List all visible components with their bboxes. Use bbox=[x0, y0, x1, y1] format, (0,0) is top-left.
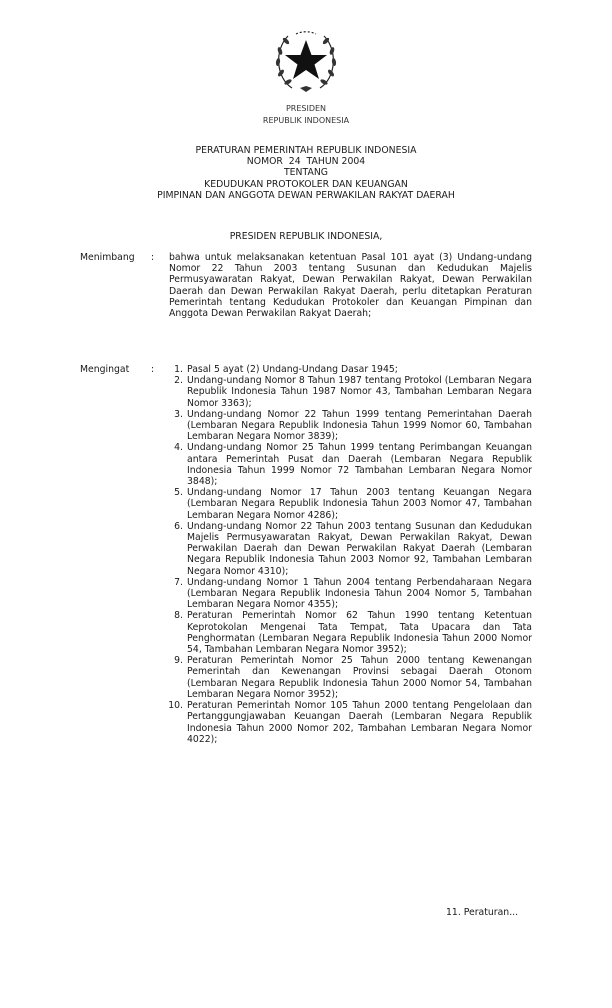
item-number: 8. bbox=[174, 610, 183, 622]
list-item bbox=[150, 577, 532, 611]
item-number: 7. bbox=[174, 576, 183, 588]
list-item bbox=[150, 655, 532, 700]
item-number: 3. bbox=[174, 408, 183, 420]
list-item bbox=[150, 521, 532, 577]
item-text: Undang-undang Nomor 8 Tahun 1987 tentang Protokol (Lembaran Negara Republik Indonesia Tahun 1987 Nomor 43, Tambahan Lembaran Negara Nomor 3363); bbox=[187, 375, 532, 409]
title-number: NOMOR 24 TAHUN 2004 bbox=[246, 156, 366, 168]
title-tentang: TENTANG bbox=[284, 167, 328, 179]
item-number: 1. bbox=[174, 364, 183, 375]
list-item bbox=[150, 487, 532, 521]
item-number: 6. bbox=[174, 520, 183, 532]
list-item bbox=[150, 375, 532, 409]
mengingat-colon: : bbox=[151, 364, 155, 375]
item-number: 5. bbox=[174, 487, 183, 499]
item-text: Pasal 5 ayat (2) Undang-Undang Dasar 1945; bbox=[187, 364, 398, 375]
menimbang-label: Menimbang bbox=[80, 252, 135, 263]
item-text: Peraturan Pemerintah Nomor 25 Tahun 2000 tentang Kewenangan Pemerintah dan Kewenangan Provinsi sebagai Daerah Otonom (Lembaran Negara Republik Indonesia Tahun 2000 Nomor 54, Tambahan Lembaran Negara Nomor 3952); bbox=[187, 655, 532, 700]
header-presiden: PRESIDEN bbox=[285, 104, 327, 113]
list-item bbox=[150, 700, 532, 745]
menimbang-colon: : bbox=[151, 252, 155, 263]
item-number: 4. bbox=[174, 442, 183, 454]
item-number: 9. bbox=[174, 655, 183, 667]
presidential-emblem-icon bbox=[272, 28, 340, 94]
item-text: Undang-undang Nomor 1 Tahun 2004 tentang Perbendaharaan Negara (Lembaran Negara Republik Indonesia Tahun 2004 Nomor 5, Tambahan Lembaran Negara Nomor 4355); bbox=[187, 576, 532, 611]
item-text: Undang-undang Nomor 17 Tahun 2003 tentang Keuangan Negara (Lembaran Negara Republik Indonesia Tahun 2003 Nomor 47, Tambahan Lembaran Negara Nomor 4286); bbox=[187, 487, 532, 521]
menimbang-text: bahwa untuk melaksanakan ketentuan Pasal 101 ayat (3) Undang-undang Nomor 22 Tahun 2003 tentang Susunan dan Kedudukan Majelis Permusyawaratan Rakyat, Dewan Perwakilan Rakyat, Dewan Perwakilan Daerah dan Dewan Perwakilan Rakyat Daerah, perlu ditetapkan Peraturan Pemerintah tentang Kedudukan Protokoler dan Keuangan Pimpinan dan Anggota Dewan Perwakilan Rakyat Daerah; bbox=[169, 252, 532, 320]
page-continuation: 11. Peraturan... bbox=[446, 907, 519, 918]
issuer: PRESIDEN REPUBLIK INDONESIA, bbox=[229, 231, 383, 242]
header-republik-indonesia: REPUBLIK INDONESIA bbox=[262, 116, 350, 125]
item-number: 10. bbox=[168, 700, 183, 712]
title-subject: PIMPINAN DAN ANGGOTA DEWAN PERWAKILAN RAKYAT DAERAH bbox=[157, 189, 455, 201]
list-item bbox=[150, 442, 532, 487]
title-subject: KEDUDUKAN PROTOKOLER DAN KEUANGAN bbox=[204, 178, 408, 190]
mengingat-label: Mengingat bbox=[80, 364, 130, 375]
item-text: Undang-undang Nomor 22 Tahun 2003 tentang Susunan dan Kedudukan Majelis Permusyawaratan Rakyat, Dewan Perwakilan Rakyat, Dewan Perwakilan Daerah dan Dewan Perwakilan Rakyat Daerah (Lembaran Negara Republik Indonesia Tahun 2003 Nomor 92, Tambahan Lembaran Negara Nomor 4310); bbox=[187, 520, 532, 577]
item-text: Peraturan Pemerintah Nomor 105 Tahun 2000 tentang Pengelolaan dan Pertanggungjawaban Keuangan Daerah (Lembaran Negara Republik Indonesia Tahun 2000 Nomor 202, Tambahan Lembaran Negara Nomor 4022); bbox=[187, 700, 532, 745]
mengingat-list bbox=[150, 364, 532, 745]
regulation-title bbox=[0, 145, 612, 201]
title-line: PERATURAN PEMERINTAH REPUBLIK INDONESIA bbox=[195, 145, 417, 156]
list-item bbox=[150, 610, 532, 655]
item-number: 2. bbox=[174, 375, 183, 387]
item-text: Undang-undang Nomor 22 Tahun 1999 tentang Pemerintahan Daerah (Lembaran Negara Republik Indonesia Tahun 1999 Nomor 60, Tambahan Lembaran Negara Nomor 3839); bbox=[187, 408, 532, 443]
item-text: Undang-undang Nomor 25 Tahun 1999 tentang Perimbangan Keuangan antara Pemerintah Pusat dan Daerah (Lembaran Negara Republik Indonesia Tahun 1999 Nomor 72 Tambahan Lembaran Negara Nomor 3848); bbox=[187, 442, 532, 488]
list-item bbox=[150, 409, 532, 443]
list-item bbox=[150, 364, 532, 375]
item-text: Peraturan Pemerintah Nomor 62 Tahun 1990 tentang Ketentuan Keprotokolan Mengenai Tata Tempat, Tata Upacara dan Tata Penghormatan (Lembaran Negara Republik Indonesia Tahun 2000 Nomor 54, Tambahan Lembaran Negara Nomor 3952); bbox=[187, 610, 532, 656]
